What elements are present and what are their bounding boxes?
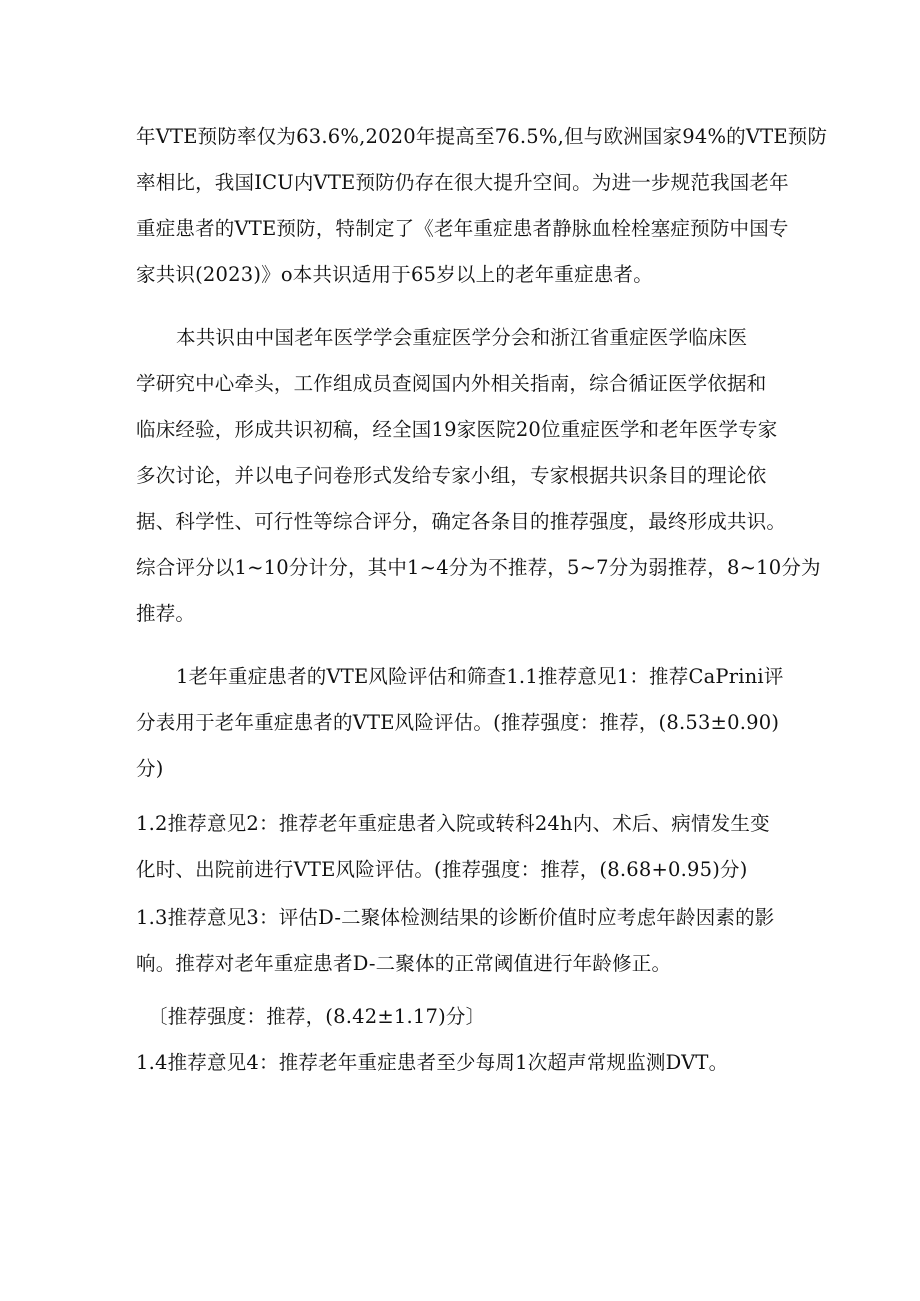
text-line: 分) bbox=[136, 757, 164, 780]
text-line: 临床经验，形成共识初稿，经全国19家医院20位重症医学和老年医学专家 bbox=[136, 418, 778, 441]
text-line: 1.4推荐意见4：推荐老年重症患者至少每周1次超声常规监测DVT。 bbox=[136, 1051, 729, 1074]
text-line: 推荐。 bbox=[136, 602, 196, 625]
text-line: 家共识(2023)》o本共识适用于65岁以上的老年重症患者。 bbox=[136, 263, 653, 286]
text-line: 综合评分以1~10分计分，其中1~4分为不推荐，5~7分为弱推荐，8~10分为 bbox=[136, 556, 821, 579]
text-line: 分表用于老年重症患者的VTE风险评估。(推荐强度：推荐，(8.53±0.90) bbox=[136, 711, 780, 734]
text-line: 本共识由中国老年医学学会重症医学分会和浙江省重症医学临床医 bbox=[176, 326, 748, 349]
text-line: 重症患者的VTE预防，特制定了《老年重症患者静脉血栓栓塞症预防中国专 bbox=[136, 217, 789, 240]
text-line: 化时、出院前进行VTE风险评估。(推荐强度：推荐，(8.68+0.95)分) bbox=[136, 858, 748, 881]
text-line: 〔推荐强度：推荐，(8.42±1.17)分〕 bbox=[148, 1005, 486, 1028]
text-line: 1.3推荐意见3：评估D-二聚体检测结果的诊断价值时应考虑年龄因素的影 bbox=[136, 906, 775, 929]
text-line: 1.2推荐意见2：推荐老年重症患者入院或转科24h内、术后、病情发生变 bbox=[136, 812, 770, 835]
text-line: 多次讨论，并以电子问卷形式发给专家小组，专家根据共识条目的理论依 bbox=[136, 464, 767, 487]
text-line: 响。推荐对老年重症患者D-二聚体的正常阈值进行年龄修正。 bbox=[136, 952, 672, 975]
text-line: 据、科学性、可行性等综合评分，确定各条目的推荐强度，最终形成共识。 bbox=[136, 510, 787, 533]
text-line: 学研究中心牵头，工作组成员查阅国内外相关指南，综合循证医学依据和 bbox=[136, 372, 767, 395]
text-line: 年VTE预防率仅为63.6%,2020年提高至76.5%,但与欧洲国家94%的VTE预防 bbox=[136, 125, 828, 148]
text-line: 率相比，我国ICU内VTE预防仍存在很大提升空间。为进一步规范我国老年 bbox=[136, 171, 789, 194]
text-line: 1老年重症患者的VTE风险评估和筛查1.1推荐意见1：推荐CaPrini评 bbox=[176, 665, 784, 688]
